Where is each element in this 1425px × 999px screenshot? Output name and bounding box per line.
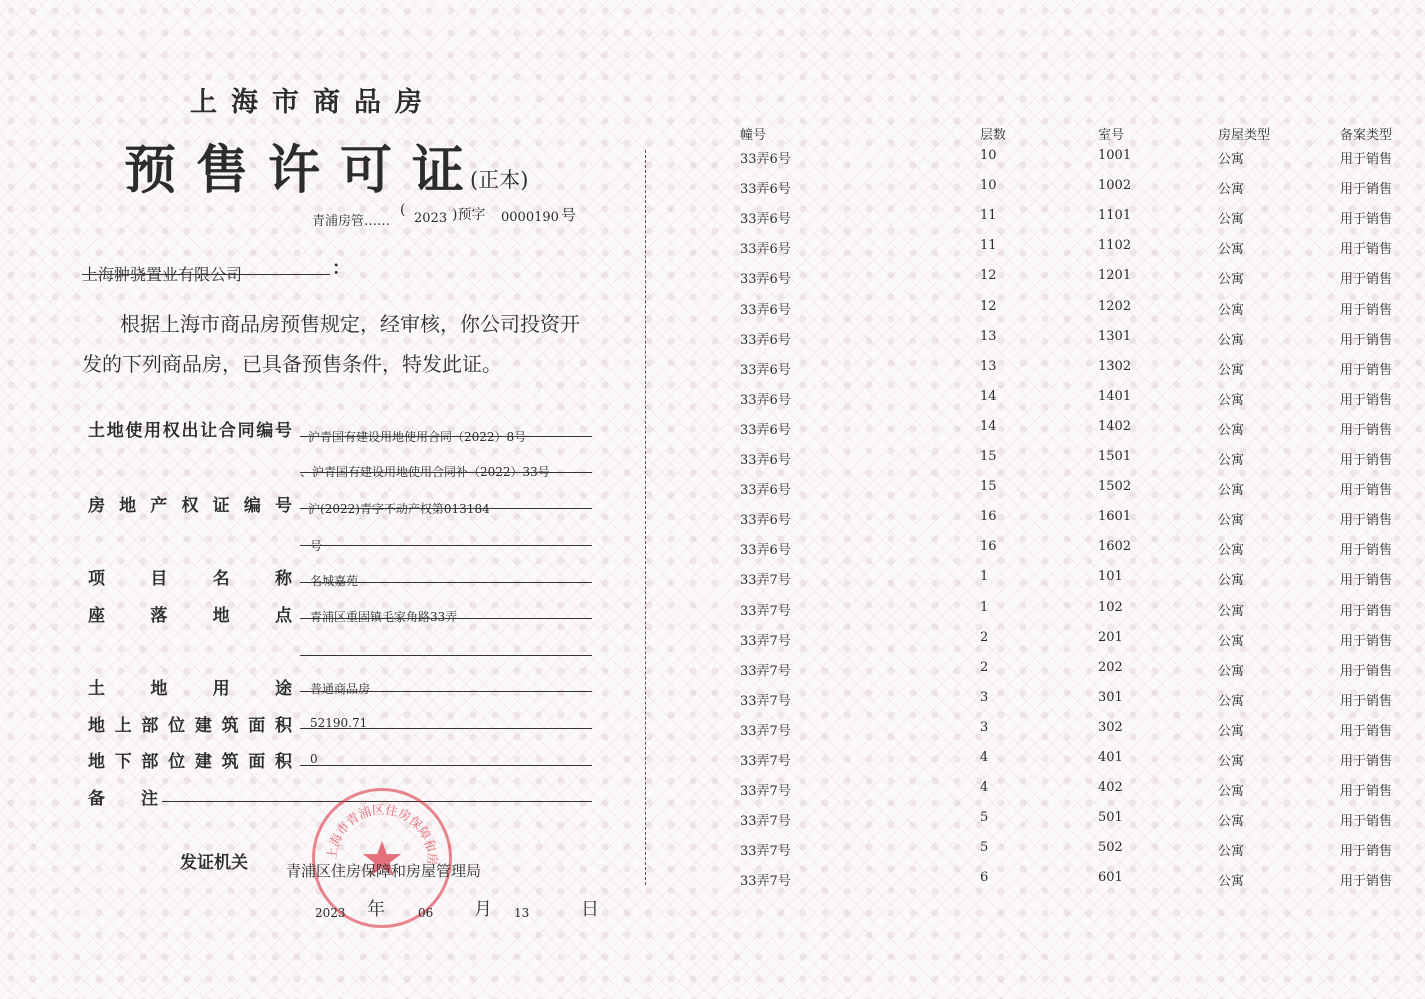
- land-contract-line-2: [300, 472, 592, 473]
- cell-floor: 15: [980, 479, 997, 495]
- cell-filing-type: 用于销售: [1340, 453, 1393, 468]
- cell-filing-type: 用于销售: [1340, 814, 1393, 830]
- header-room: 室号: [1098, 128, 1125, 143]
- cell-room: 1202: [1098, 298, 1132, 314]
- header-filing-type: 备案类型: [1340, 128, 1393, 143]
- cell-building: 33弄6号: [740, 302, 791, 318]
- below-ground-area-line: [300, 765, 592, 766]
- cell-filing-type: 用于销售: [1340, 332, 1393, 348]
- cell-room: 601: [1098, 870, 1123, 886]
- cell-filing-type: 用于销售: [1340, 242, 1393, 258]
- cell-room: 1501: [1098, 449, 1132, 464]
- cell-house-type: 公寓: [1218, 693, 1245, 709]
- cell-room: 502: [1098, 840, 1123, 856]
- cell-building: 33弄6号: [740, 543, 791, 559]
- cell-room: 1102: [1098, 238, 1132, 254]
- land-contract-label: 土地使用权出让合同编号: [88, 421, 292, 441]
- cell-filing-type: 用于销售: [1340, 663, 1393, 679]
- cell-building: 33弄7号: [740, 633, 791, 649]
- below-ground-area-value: 0: [310, 752, 318, 766]
- cell-house-type: 公寓: [1218, 814, 1245, 830]
- location-label: 座落地点: [88, 606, 292, 626]
- cell-room: 301: [1098, 689, 1123, 705]
- cell-room: 1302: [1098, 358, 1132, 374]
- issue-year-label: 年: [367, 899, 385, 920]
- cell-floor: 11: [980, 238, 997, 254]
- cell-filing-type: 用于销售: [1340, 754, 1393, 769]
- cell-room: 1002: [1098, 178, 1132, 194]
- header-house-type: 房屋类型: [1218, 128, 1271, 143]
- cell-filing-type: 用于销售: [1340, 784, 1393, 800]
- cell-house-type: 公寓: [1218, 844, 1245, 860]
- below-ground-area-label: 地下部位建筑面积: [88, 752, 292, 772]
- land-use-line: [300, 691, 592, 692]
- cell-filing-type: 用于销售: [1340, 302, 1393, 318]
- cell-filing-type: 用于销售: [1340, 152, 1393, 167]
- cell-room: 1101: [1098, 208, 1132, 224]
- project-name-label: 项目名称: [88, 569, 292, 589]
- issue-day: 13: [514, 906, 530, 920]
- cell-filing-type: 用于销售: [1340, 573, 1393, 589]
- property-cert-line-1: [300, 508, 592, 509]
- cell-house-type: 公寓: [1218, 513, 1245, 529]
- project-name-value: 名城嘉苑: [310, 574, 359, 588]
- issuer-name: 青浦区住房保障和房屋管理局: [286, 862, 482, 880]
- issue-month: 06: [418, 906, 434, 920]
- cell-filing-type: 用于销售: [1340, 844, 1393, 860]
- cell-house-type: 公寓: [1218, 633, 1245, 649]
- cell-floor: 15: [980, 449, 997, 464]
- cell-house-type: 公寓: [1218, 242, 1245, 258]
- above-ground-area-line: [300, 728, 592, 729]
- cell-floor: 11: [980, 208, 997, 224]
- land-contract-value-1: 沪青国有建设用地使用合同（2022）8号: [308, 430, 527, 444]
- cell-room: 202: [1098, 659, 1123, 675]
- cell-house-type: 公寓: [1218, 152, 1245, 167]
- cell-floor: 2: [980, 629, 989, 645]
- cell-room: 402: [1098, 780, 1123, 796]
- cell-room: 1502: [1098, 479, 1132, 495]
- cell-house-type: 公寓: [1218, 483, 1245, 499]
- cell-building: 33弄6号: [740, 242, 791, 258]
- cell-house-type: 公寓: [1218, 663, 1245, 679]
- cell-building: 33弄6号: [740, 422, 791, 438]
- cell-floor: 4: [980, 780, 989, 796]
- cell-building: 33弄7号: [740, 693, 791, 709]
- land-use-label: 土地用途: [88, 679, 292, 699]
- location-line-1: [300, 618, 592, 619]
- cell-building: 33弄6号: [740, 362, 791, 378]
- cert-number-prefix: 青浦房管……: [312, 214, 391, 229]
- cell-room: 101: [1098, 569, 1123, 585]
- cert-number-year: 2023: [414, 211, 448, 226]
- cell-room: 1301: [1098, 328, 1132, 344]
- cell-floor: 16: [980, 539, 997, 555]
- cell-building: 33弄7号: [740, 663, 791, 679]
- cell-filing-type: 用于销售: [1340, 182, 1393, 198]
- cell-house-type: 公寓: [1218, 212, 1245, 228]
- cell-floor: 2: [980, 659, 989, 675]
- cell-building: 33弄6号: [740, 272, 791, 288]
- cell-room: 1402: [1098, 418, 1132, 434]
- cell-house-type: 公寓: [1218, 422, 1245, 438]
- cell-floor: 12: [980, 298, 997, 314]
- cert-number-suffix: 号: [561, 206, 577, 224]
- cell-floor: 3: [980, 719, 989, 735]
- cell-house-type: 公寓: [1218, 302, 1245, 318]
- cell-floor: 13: [980, 328, 997, 344]
- cell-building: 33弄6号: [740, 152, 791, 167]
- certificate-body-text: 根据上海市商品房预售规定，经审核，你公司投资开发的下列商品房，已具备预售条件，特发此证。: [82, 312, 580, 376]
- cell-building: 33弄7号: [740, 874, 791, 890]
- certificate-main-title: 预售许可证: [124, 141, 485, 201]
- cell-filing-type: 用于销售: [1340, 603, 1393, 619]
- cell-floor: 1: [980, 569, 989, 585]
- issuer-label: 发证机关: [180, 853, 248, 873]
- cell-building: 33弄7号: [740, 723, 791, 739]
- cell-house-type: 公寓: [1218, 573, 1245, 589]
- cell-floor: 14: [980, 418, 997, 434]
- cell-house-type: 公寓: [1218, 392, 1245, 408]
- cell-house-type: 公寓: [1218, 784, 1245, 800]
- cell-building: 33弄6号: [740, 392, 791, 408]
- cell-room: 1401: [1098, 388, 1132, 404]
- property-cert-label: 房地产权证编号: [88, 496, 292, 516]
- issue-year: 2023: [315, 906, 346, 920]
- cell-floor: 6: [980, 870, 989, 886]
- cell-floor: 4: [980, 750, 989, 765]
- cert-number-serial: 0000190: [501, 210, 559, 225]
- company-name: 上海翀骁置业有限公司: [82, 265, 243, 284]
- location-value: 青浦区重固镇毛家角路33弄: [310, 610, 458, 624]
- cert-number-paren: (: [400, 202, 406, 218]
- property-cert-value-1: 沪(2022)青字不动产权第013184: [308, 502, 490, 516]
- cell-house-type: 公寓: [1218, 603, 1245, 619]
- cell-filing-type: 用于销售: [1340, 212, 1393, 228]
- cell-floor: 16: [980, 509, 997, 525]
- cell-room: 1602: [1098, 539, 1132, 555]
- cell-floor: 5: [980, 840, 989, 856]
- cell-room: 1001: [1098, 148, 1132, 163]
- cell-room: 302: [1098, 719, 1123, 735]
- cell-floor: 5: [980, 810, 989, 826]
- cell-room: 1201: [1098, 268, 1132, 284]
- header-floor: 层数: [980, 128, 1007, 143]
- cell-filing-type: 用于销售: [1340, 723, 1393, 739]
- cell-house-type: 公寓: [1218, 362, 1245, 378]
- property-cert-line-2: [300, 545, 592, 546]
- cert-number-type: )预字: [452, 207, 486, 223]
- cell-floor: 3: [980, 689, 989, 705]
- cell-building: 33弄7号: [740, 844, 791, 860]
- cell-building: 33弄7号: [740, 814, 791, 830]
- cell-building: 33弄6号: [740, 212, 791, 228]
- cell-filing-type: 用于销售: [1340, 422, 1393, 438]
- cell-filing-type: 用于销售: [1340, 513, 1393, 529]
- cell-building: 33弄7号: [740, 603, 791, 619]
- cell-room: 1601: [1098, 509, 1132, 525]
- cell-floor: 10: [980, 178, 997, 194]
- cell-filing-type: 用于销售: [1340, 693, 1393, 709]
- land-contract-line-1: [300, 436, 592, 437]
- cell-floor: 12: [980, 268, 997, 284]
- cell-house-type: 公寓: [1218, 332, 1245, 348]
- property-cert-value-2: 号: [310, 539, 323, 553]
- cell-filing-type: 用于销售: [1340, 362, 1393, 378]
- cell-building: 33弄7号: [740, 573, 791, 589]
- land-contract-value-2: 、沪青国有建设用地使用合同补（2022）33号: [300, 465, 550, 479]
- cell-building: 33弄6号: [740, 453, 791, 468]
- cell-filing-type: 用于销售: [1340, 272, 1393, 288]
- page-divider: [645, 150, 646, 885]
- cell-room: 401: [1098, 750, 1123, 765]
- cell-floor: 10: [980, 148, 997, 163]
- cell-house-type: 公寓: [1218, 723, 1245, 739]
- seal-text: 上海市青浦区住房保障和房: [323, 801, 441, 866]
- cell-filing-type: 用于销售: [1340, 874, 1393, 890]
- company-colon: ：: [332, 258, 350, 279]
- cell-building: 33弄6号: [740, 483, 791, 499]
- location-line-2: [300, 655, 592, 656]
- cell-room: 501: [1098, 810, 1123, 826]
- cell-filing-type: 用于销售: [1340, 483, 1393, 499]
- company-underline: [82, 274, 330, 275]
- cell-room: 201: [1098, 629, 1123, 645]
- cell-building: 33弄6号: [740, 332, 791, 348]
- certificate-city-title: 上海市商品房: [190, 87, 436, 118]
- issue-day-label: 日: [581, 899, 599, 920]
- cell-floor: 14: [980, 388, 997, 404]
- original-copy-mark: (正本): [470, 168, 529, 192]
- project-name-line: [300, 582, 592, 583]
- header-building: 幢号: [740, 128, 767, 143]
- cell-building: 33弄7号: [740, 754, 791, 769]
- cell-filing-type: 用于销售: [1340, 392, 1393, 408]
- cell-house-type: 公寓: [1218, 272, 1245, 288]
- cell-house-type: 公寓: [1218, 874, 1245, 890]
- cell-room: 102: [1098, 599, 1123, 615]
- cell-filing-type: 用于销售: [1340, 543, 1393, 559]
- cell-building: 33弄6号: [740, 182, 791, 198]
- above-ground-area-label: 地上部位建筑面积: [88, 716, 292, 736]
- cell-house-type: 公寓: [1218, 182, 1245, 198]
- above-ground-area-value: 52190.71: [310, 716, 368, 730]
- cell-house-type: 公寓: [1218, 543, 1245, 559]
- cell-floor: 1: [980, 599, 989, 615]
- issue-month-label: 月: [474, 899, 492, 920]
- remarks-label: 备注: [88, 789, 158, 809]
- cell-house-type: 公寓: [1218, 453, 1245, 468]
- land-use-value: 普通商品房: [310, 682, 371, 696]
- cell-house-type: 公寓: [1218, 754, 1245, 769]
- cell-building: 33弄6号: [740, 513, 791, 529]
- cell-building: 33弄7号: [740, 784, 791, 800]
- cell-floor: 13: [980, 358, 997, 374]
- cell-filing-type: 用于销售: [1340, 633, 1393, 649]
